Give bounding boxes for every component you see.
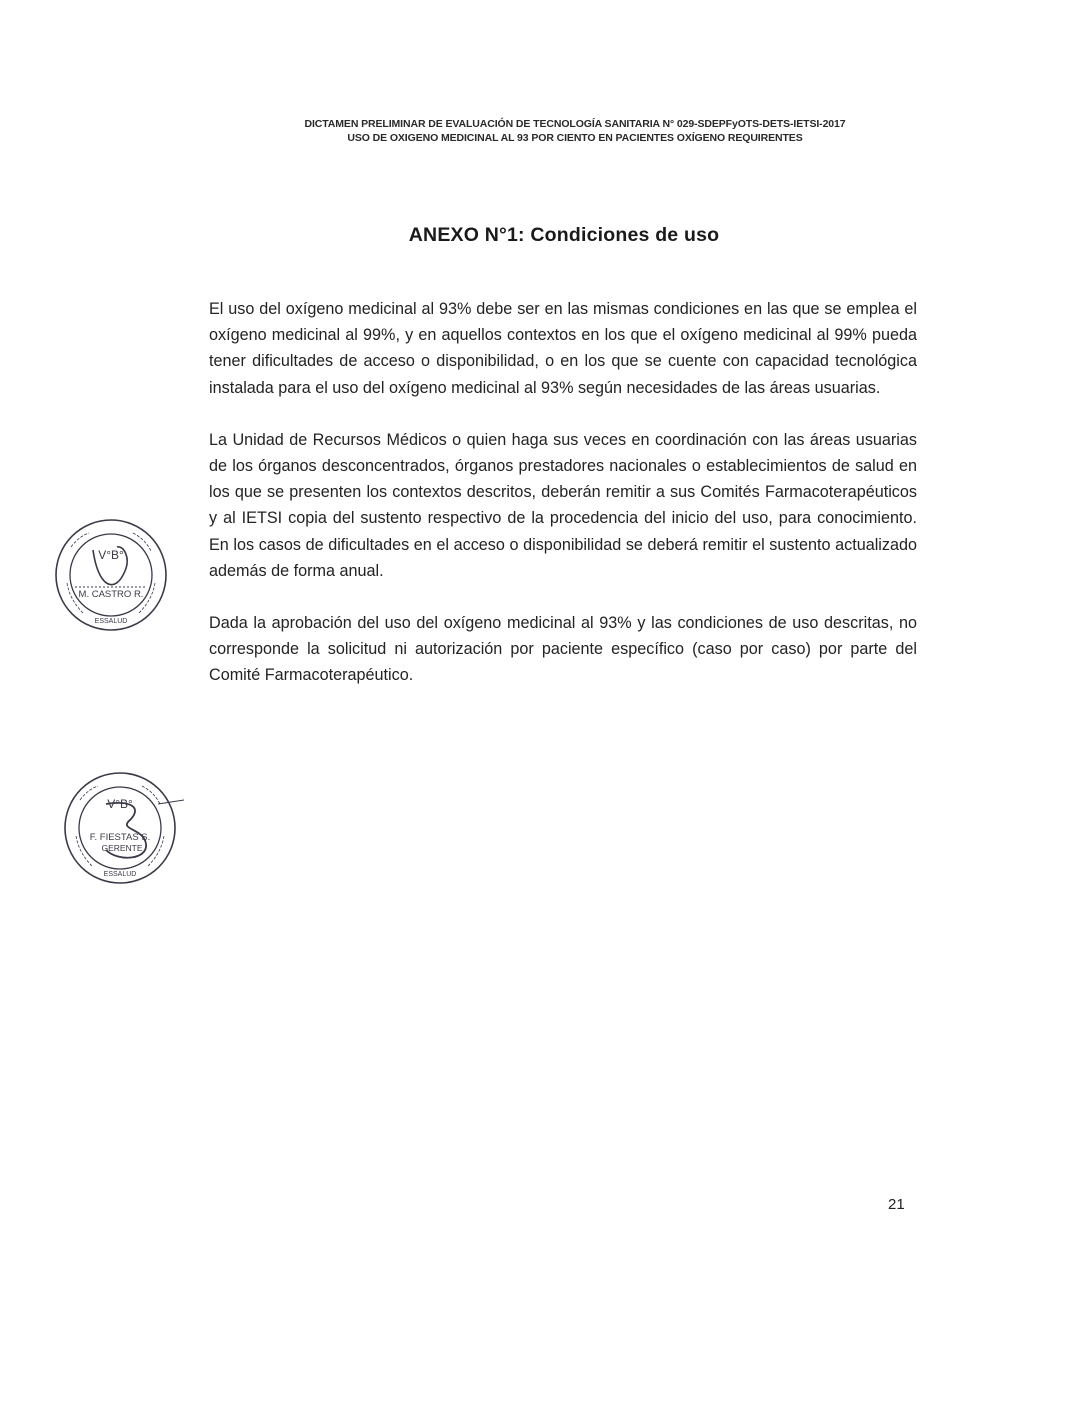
header-line-1: DICTAMEN PRELIMINAR DE EVALUACIÓN DE TECNOLOGÍA SANITARIA N° 029-SDEPFyOTS-DETS-IETSI-2017 [304, 118, 846, 130]
document-body [209, 296, 917, 715]
page-number: 21 [888, 1196, 905, 1213]
svg-text:GERENTE: GERENTE [101, 843, 143, 853]
svg-text:V°B°: V°B° [98, 548, 124, 562]
svg-text:V°B°: V°B° [107, 797, 133, 811]
document-header [200, 117, 950, 145]
paragraph-2: La Unidad de Recursos Médicos o quien haga sus veces en coordinación con las áreas usuarias de los órganos desconcentrados, órganos prestadores nacionales o establecimientos de salud en los que se presenten los contextos descritos, deberán remitir a sus Comités Farmacoterapéuticos y al IETSI copia del sustento respectivo de la procedencia del inicio del uso, para conocimiento. En los casos de dificultades en el acceso o disponibilidad se deberá remitir el sustento actualizado además de forma anual. [209, 430, 917, 580]
approval-stamp-fiestas [62, 770, 186, 888]
paragraph-1: El uso del oxígeno medicinal al 93% debe ser en las mismas condiciones en las que se emplea el oxígeno medicinal al 99%, y en aquellos contextos en los que el oxígeno medicinal al 99% pueda tener dificultades de acceso o disponibilidad, o en los que se cuente con capacidad tecnológica instalada para el uso del oxígeno medicinal al 93% según necesidades de las áreas usuarias. [209, 300, 917, 397]
header-line-2: USO DE OXIGENO MEDICINAL AL 93 POR CIENTO EN PACIENTES OXÍGENO REQUIRENTES [347, 132, 803, 144]
svg-text:M. CASTRO R.: M. CASTRO R. [78, 589, 144, 600]
svg-text:ESSALUD: ESSALUD [103, 871, 137, 878]
stamp-seal-icon [62, 770, 186, 888]
svg-text:ESSALUD: ESSALUD [94, 618, 128, 625]
page-title: ANEXO N°1: Condiciones de uso [408, 224, 720, 246]
svg-text:F. FIESTAS S.: F. FIESTAS S. [89, 832, 151, 843]
paragraph-3: Dada la aprobación del uso del oxígeno medicinal al 93% y las condiciones de uso descritas, no corresponde la solicitud ni autorización por paciente específico (caso por caso) por parte del Comité Farmacoterapéutico. [209, 614, 917, 685]
stamp-seal-icon [53, 517, 169, 633]
approval-stamp-castro [53, 517, 169, 633]
